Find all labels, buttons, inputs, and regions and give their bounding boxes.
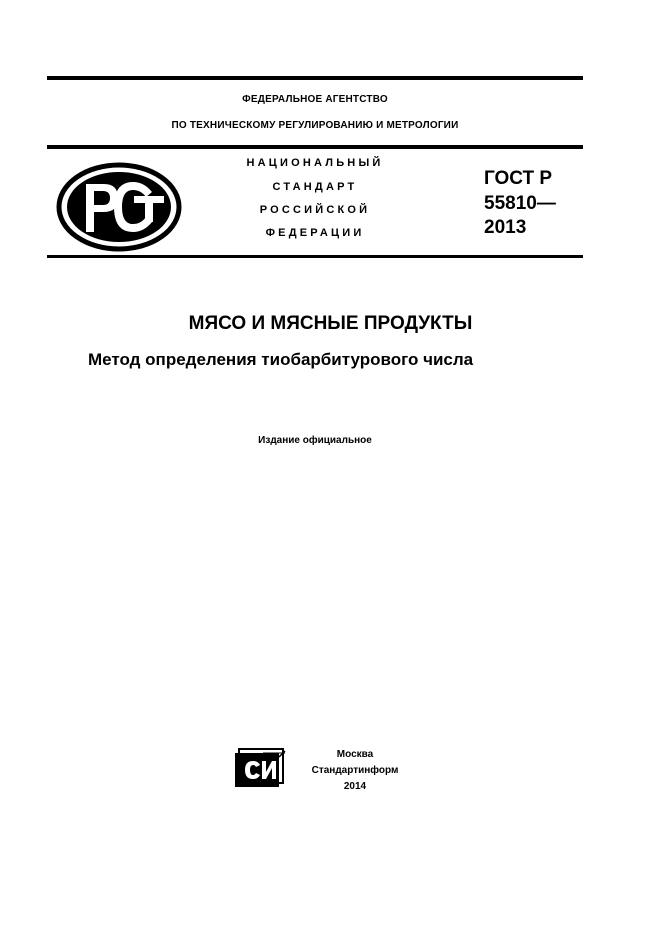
- standard-block-rule: [47, 255, 583, 258]
- publisher-name: Стандартинформ: [311, 765, 399, 776]
- top-rule: [47, 76, 583, 80]
- agency-line-2: ПО ТЕХНИЧЕСКОМУ РЕГУЛИРОВАНИЮ И МЕТРОЛОГИИ: [171, 120, 459, 131]
- header-rule: [47, 145, 583, 149]
- standard-type-line-4: ФЕДЕРАЦИИ: [265, 227, 365, 239]
- standard-type-line-3: РОССИЙСКОЙ: [259, 204, 371, 216]
- document-subtitle: Метод определения тиобарбитурового числа: [88, 350, 474, 369]
- publisher-city: Москва: [336, 749, 374, 760]
- gost-code-line-1: ГОСТ Р: [484, 168, 553, 189]
- document-title: МЯСО И МЯСНЫЕ ПРОДУКТЫ: [188, 313, 473, 334]
- agency-line-1: ФЕДЕРАЛЬНОЕ АГЕНТСТВО: [242, 94, 388, 105]
- publication-year: 2014: [343, 781, 367, 792]
- standard-type-line-2: СТАНДАРТ: [272, 181, 358, 193]
- edition-label: Издание официальное: [258, 435, 372, 446]
- rst-certification-mark-icon: [56, 162, 182, 252]
- standartinform-logo-icon: [233, 747, 287, 789]
- gost-code-line-3: 2013: [484, 217, 527, 238]
- standard-type-line-1: НАЦИОНАЛЬНЫЙ: [246, 157, 384, 169]
- gost-code-line-2: 55810—: [484, 193, 556, 214]
